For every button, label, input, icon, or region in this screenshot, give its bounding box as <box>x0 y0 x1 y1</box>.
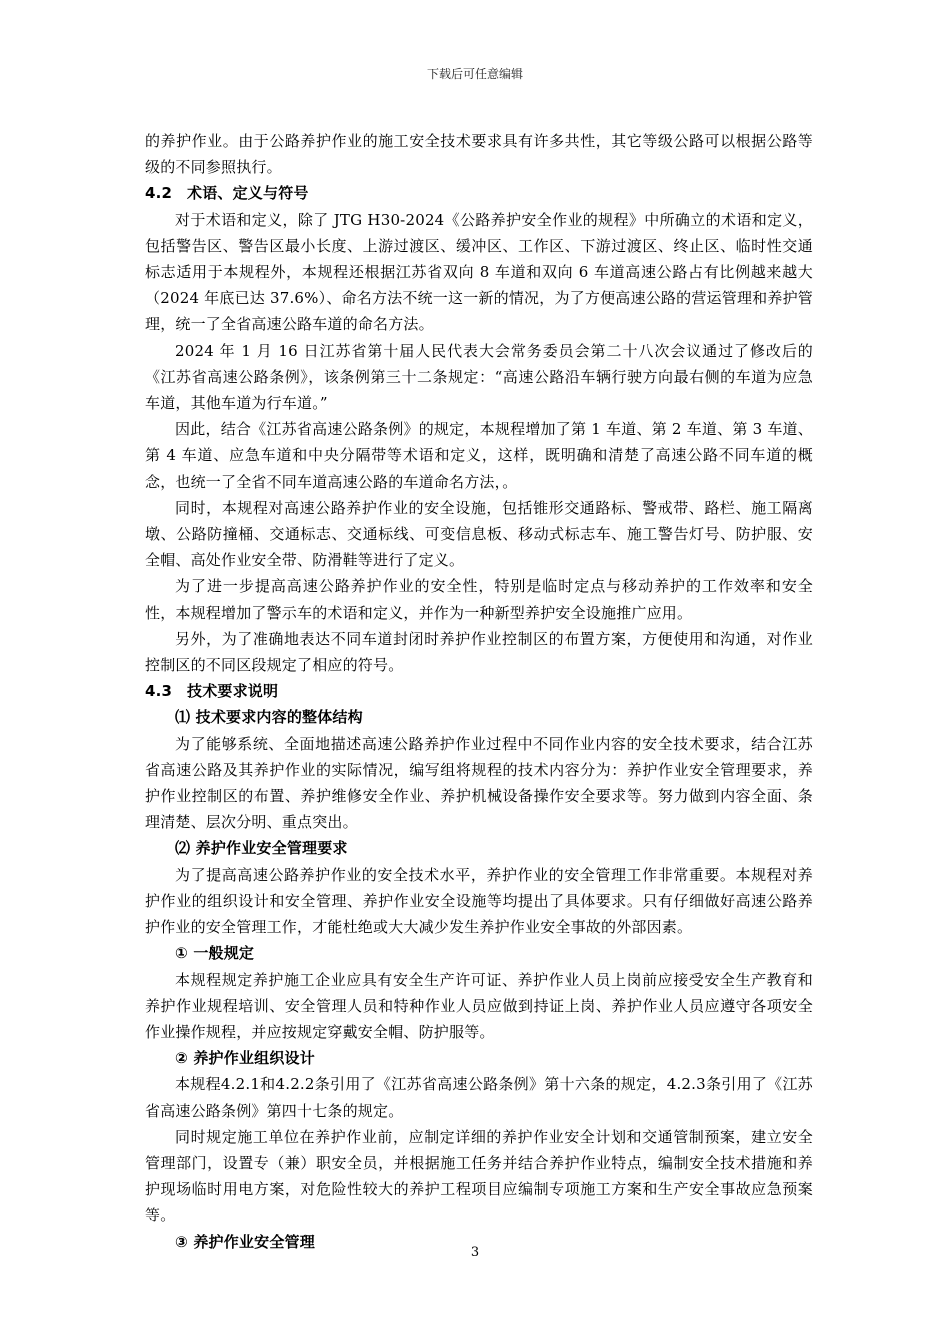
paragraph: 本规程4.2.1和4.2.2条引用了《江苏省高速公路条例》第十六条的规定，4.2.3条引用了《江苏省高速公路条例》第四十七条的规定。 <box>145 1075 813 1120</box>
paragraph: 的养护作业。由于公路养护作业的施工安全技术要求具有许多共性，其它等级公路可以根据公路等级的不同参照执行。 <box>145 132 813 177</box>
paragraph: 为了能够系统、全面地描述高速公路养护作业过程中不同作业内容的安全技术要求，结合江苏省高速公路及其养护作业的实际情况，编写组将规程的技术内容分为：养护作业安全管理要求，养护作业控制区的布置、养护维修安全作业、养护机械设备操作安全要求等。努力做到内容全面、条理清楚、层次分明、重点突出。 <box>145 734 813 832</box>
page-number: 3 <box>470 1245 480 1260</box>
section-heading-4-3 <box>145 678 813 704</box>
paragraph: 对于术语和定义，除了 JTG H30-2024《公路养护安全作业的规程》中所确立的术语和定义，包括警告区、警告区最小长度、上游过渡区、缓冲区、工作区、下游过渡区、终止区、临时性交通标志适用于本规程外，本规程还根据江苏省双向 8 车道和双向 6 车道高速公路占有比例越来越大（2024 年底已达 37.6%）、命名方法不统一这一新的情况，为了方便高速公路的营运管理和养护管理，统一了全省高速公路车道的命名方法。 <box>145 210 813 334</box>
paragraph: 因此，结合《江苏省高速公路条例》的规定，本规程增加了第 1 车道、第 2 车道、第 3 车道、第 4 车道、应急车道和中央分隔带等术语和定义，这样，既明确和清楚了高速公路不同车道的概念，也统一了全省不同车道高速公路的车道命名方法，。 <box>145 420 813 491</box>
subsection-heading: ① 一般规定 <box>175 944 255 963</box>
subsection-heading: ③ 养护作业安全管理 <box>175 1232 315 1251</box>
section-number: 4.2 <box>145 184 173 203</box>
paragraph: 2024 年 1 月 16 日江苏省第十届人民代表大会常务委员会第二十八次会议通过了修改后的《江苏省高速公路条例》，该条例第三十二条规定：“高速公路沿车辆行驶方向最右侧的车道为应急车道，其他车道为行车道。” <box>145 341 813 413</box>
subsection-heading: ⑵ 养护作业安全管理要求 <box>175 839 348 858</box>
page-header: 下载后可任意编辑 <box>426 67 523 81</box>
section-title: 技术要求说明 <box>187 682 279 701</box>
paragraph: 另外，为了准确地表达不同车道封闭时养护作业控制区的布置方案，方便使用和沟通，对作业控制区的不同区段规定了相应的符号。 <box>145 629 813 675</box>
paragraph: 同时，本规程对高速公路养护作业的安全设施，包括锥形交通路标、警戒带、路栏、施工隔离墩、公路防撞桶、交通标志、交通标线、可变信息板、移动式标志车、施工警告灯号、防护服、安全帽、高处作业安全带、防滑鞋等进行了定义。 <box>145 498 813 570</box>
subsection-heading: ② 养护作业组织设计 <box>175 1049 315 1068</box>
section-number: 4.3 <box>145 682 173 701</box>
document-body <box>145 128 813 1255</box>
subsection-heading: ⑴ 技术要求内容的整体结构 <box>175 708 363 727</box>
section-heading-4-2 <box>145 180 813 206</box>
paragraph: 本规程规定养护施工企业应具有安全生产许可证、养护作业人员上岗前应接受安全生产教育和养护作业规程培训、安全管理人员和特种作业人员应做到持证上岗、养护作业人员应遵守各项安全作业操作规程，并应按规定穿戴安全帽、防护服等。 <box>145 970 813 1041</box>
paragraph: 为了提高高速公路养护作业的安全技术水平，养护作业的安全管理工作非常重要。本规程对养护作业的组织设计和安全管理、养护作业安全设施等均提出了具体要求。只有仔细做好高速公路养护作业的安全管理工作，才能杜绝或大大减少发生养护作业安全事故的外部因素。 <box>145 865 813 937</box>
paragraph: 为了进一步提高高速公路养护作业的安全性，特别是临时定点与移动养护的工作效率和安全性，本规程增加了警示车的术语和定义，并作为一种新型养护安全设施推广应用。 <box>145 577 813 622</box>
section-title: 术语、定义与符号 <box>187 184 309 203</box>
paragraph: 同时规定施工单位在养护作业前，应制定详细的养护作业安全计划和交通管制预案，建立安全管理部门，设置专（兼）职安全员，并根据施工任务并结合养护作业特点，编制安全技术措施和养护现场临时用电方案，对危险性较大的养护工程项目应编制专项施工方案和生产安全事故应急预案等。 <box>145 1127 813 1225</box>
